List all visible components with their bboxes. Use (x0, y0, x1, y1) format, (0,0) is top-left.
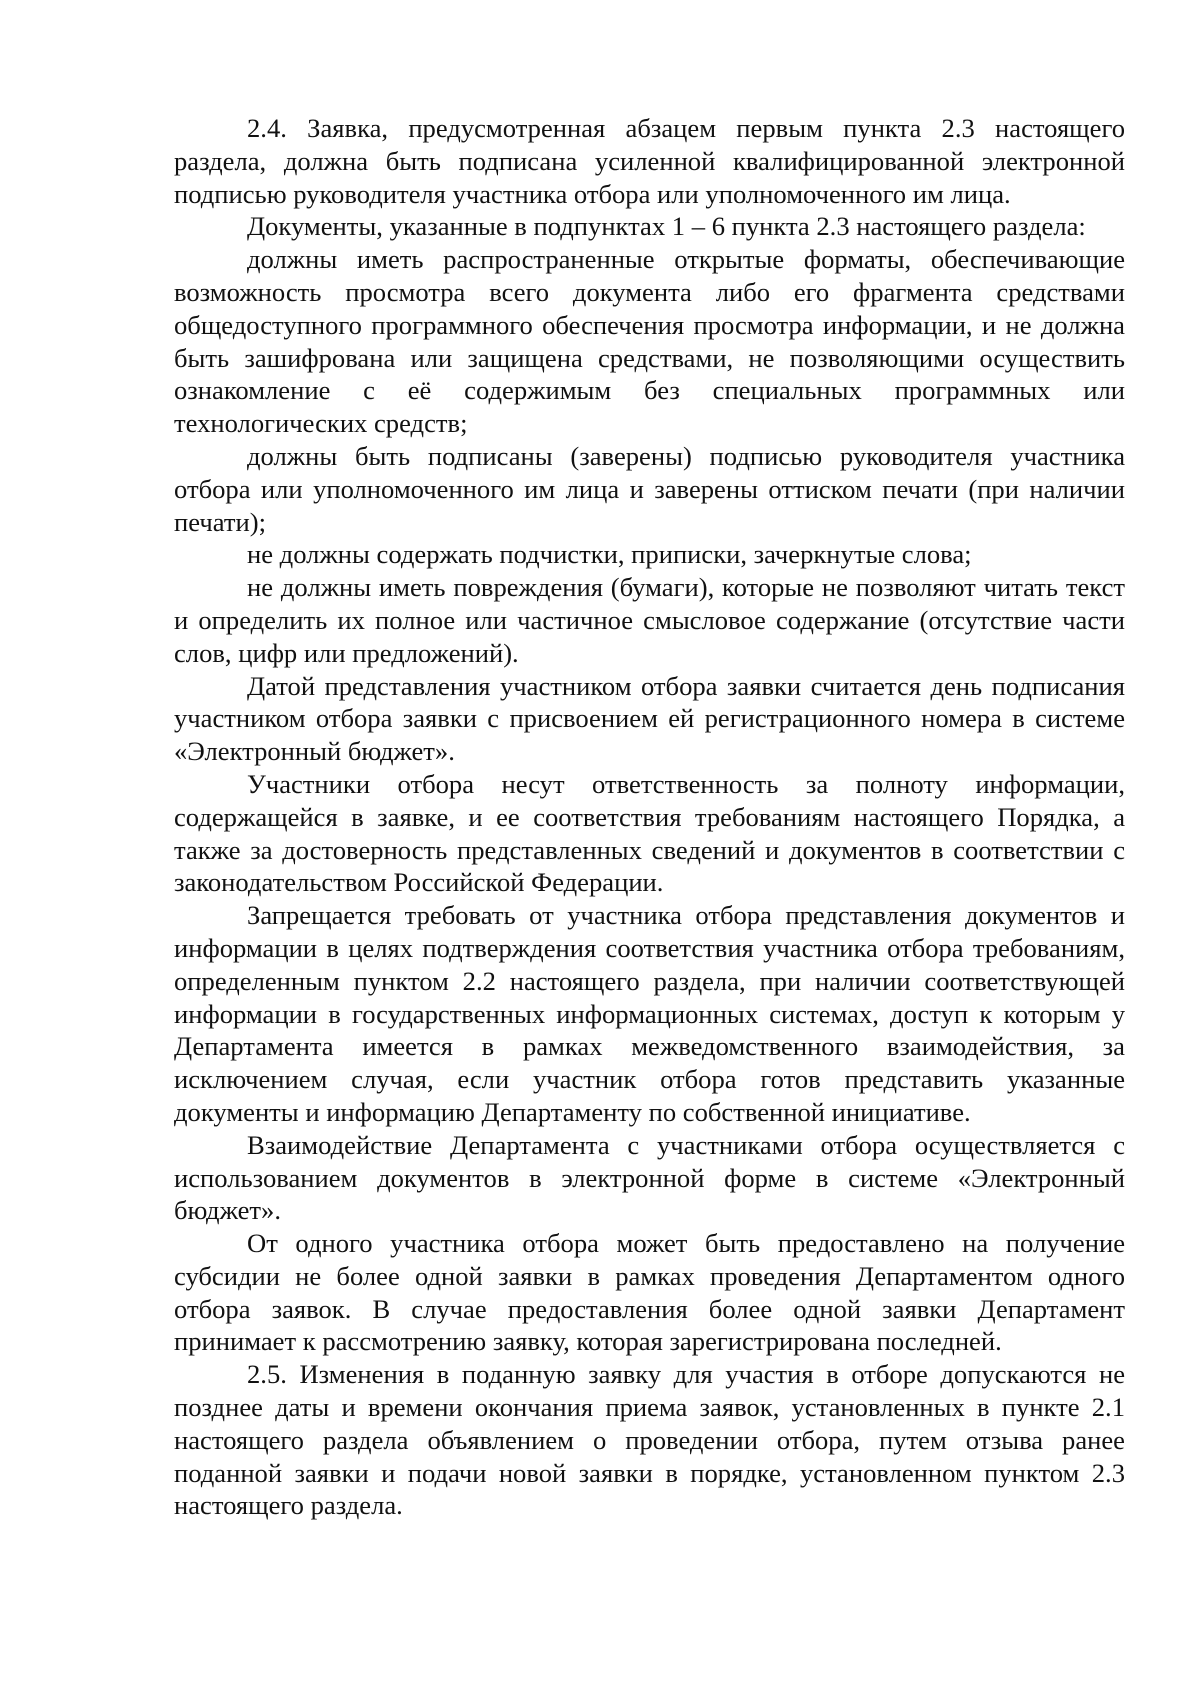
paragraph-interaction: Взаимодействие Департамента с участниками отбора осуществляется с использованием документов в электронной форме в системе «Электронный бюджет». (174, 1129, 1125, 1226)
paragraph-submission-date: Датой представления участником отбора заявки считается день подписания участником отбора заявки с присвоением ей регистрационного номера в системе «Электронный бюджет». (174, 670, 1125, 767)
paragraph-2-5: 2.5. Изменения в поданную заявку для участия в отборе допускаются не позднее даты и времени окончания приема заявок, установленных в пункте 2.1 настоящего раздела объявлением о проведении отбора, путем отзыва ранее поданной заявки и подачи новой заявки в порядке, установленном пунктом 2.3 настоящего раздела. (174, 1359, 1125, 1521)
paragraph-2-4: 2.4. Заявка, предусмотренная абзацем первым пункта 2.3 настоящего раздела, должна быть подписана усиленной квалифицированной электронной подписью руководителя участника отбора или уполномоченного им лица. (174, 113, 1125, 209)
paragraph-signature-requirement: должны быть подписаны (заверены) подписью руководителя участника отбора или уполномоченного им лица и заверены оттиском печати (при наличии печати); (174, 440, 1125, 537)
paragraph-single-application: От одного участника отбора может быть предоставлено на получение субсидии не более одной заявки в рамках проведения Департаментом одного отбора заявок. В случае предоставления более одной заявки Департамент принимает к рассмотрению заявку, которая зарегистрирована последней. (174, 1228, 1125, 1357)
paragraph-documents-intro: Документы, указанные в подпунктах 1 – 6 пункта 2.3 настоящего раздела: (247, 211, 1086, 242)
paragraph-prohibition: Запрещается требовать от участника отбора представления документов и информации в целях подтверждения соответствия участника отбора требованиям, определенным пунктом 2.2 настоящего раздела, при наличии соответствующей информации в государственных информационных системах, доступ к которым у Департамента имеется в рамках межведомственного взаимодействия, за исключением случая, если участник отбора готов представить указанные документы и информацию Департаменту по собственной инициативе. (174, 900, 1125, 1127)
paragraph-no-damage: не должны иметь повреждения (бумаги), которые не позволяют читать текст и определить их полное или частичное смысловое содержание (отсутствие части слов, цифр или предложений). (174, 572, 1125, 668)
paragraph-no-corrections: не должны содержать подчистки, приписки, зачеркнутые слова; (247, 539, 972, 570)
paragraph-responsibility: Участники отбора несут ответственность за полноту информации, содержащейся в заявке, и ее соответствия требованиям настоящего Порядка, а также за достоверность представленных сведений и документов в соответствии с законодательством Российской Федерации. (174, 768, 1125, 898)
document-body (174, 112, 1125, 1522)
paragraph-formats-requirement: должны иметь распространенные открытые форматы, обеспечивающие возможность просмотра всего документа либо его фрагмента средствами общедоступного программного обеспечения просмотра информации, и не должна быть зашифрована или защищена средствами, не позволяющими осуществить ознакомление с её содержимым без специальных программных или технологических средств; (174, 244, 1125, 439)
